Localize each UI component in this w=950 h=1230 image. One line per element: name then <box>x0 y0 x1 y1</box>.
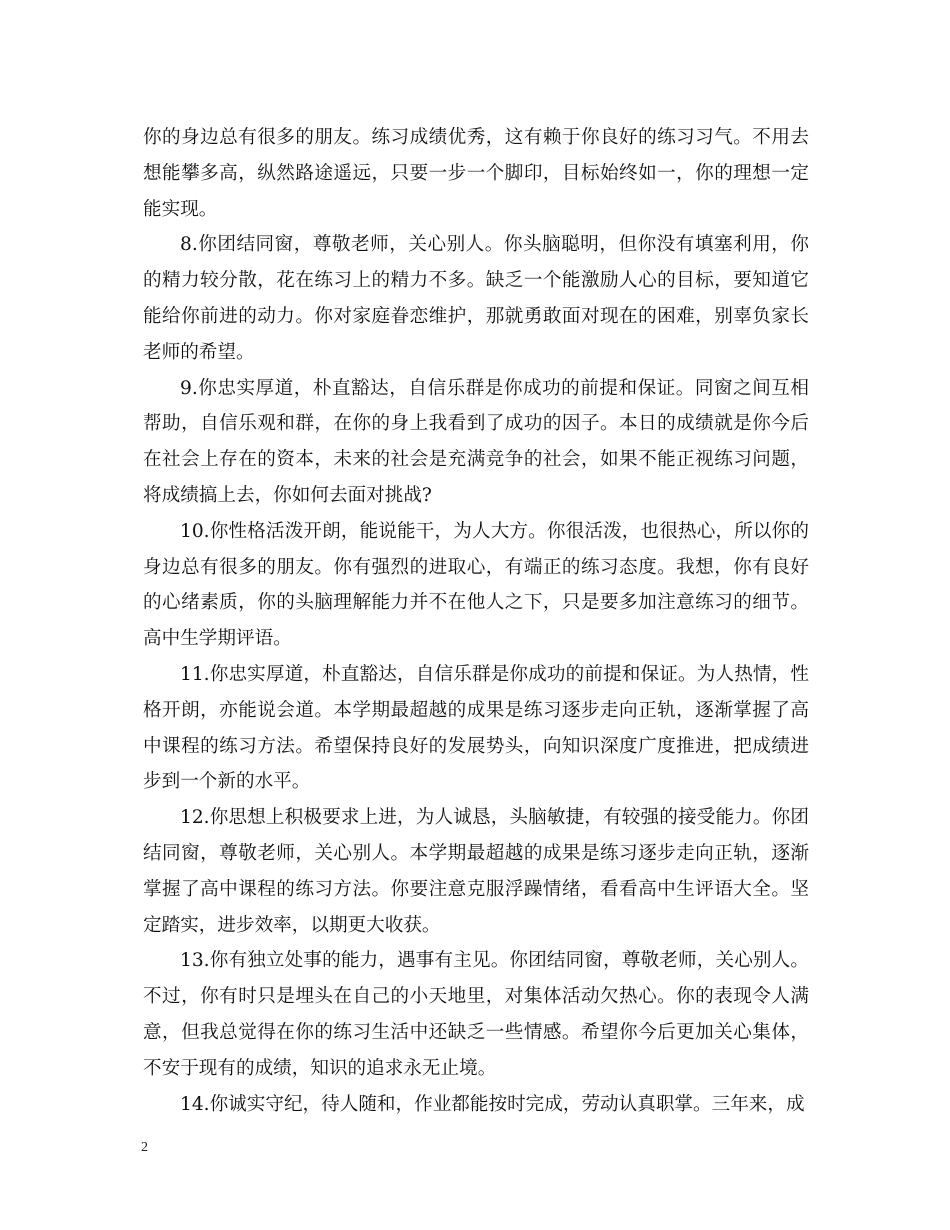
paragraph-comment-8: 8.你团结同窗，尊敬老师，关心别人。你头脑聪明，但你没有填塞利用，你的精力较分散，花在练习上的精力不多。缺乏一个能激励人心的目标，要知道它能给你前进的动力。你对家庭眷恋维护，那就勇敢面对现在的困难，别辜负家长老师的希望。 <box>143 234 809 363</box>
paragraph-comment-14: 14.你诚实守纪，待人随和，作业都能按时完成，劳动认真职掌。三年来，成 <box>180 1093 805 1115</box>
paragraph-continuation: 你的身边总有很多的朋友。练习成绩优秀，这有赖于你良好的练习习气。不用去想能攀多高，纵然路途遥远，只要一步一个脚印，目标始终如一，你的理想一定能实现。 <box>143 127 809 220</box>
paragraph-comment-11: 11.你忠实厚道，朴直豁达，自信乐群是你成功的前提和保证。为人热情，性格开朗，亦能说会道。本学期最超越的成果是练习逐步走向正轨，逐渐掌握了高中课程的练习方法。希望保持良好的发展势头，向知识深度广度推进，把成绩进步到一个新的水平。 <box>143 663 809 793</box>
document-body <box>143 120 809 1122</box>
paragraph-comment-12: 12.你思想上积极要求上进，为人诚恳，头脑敏捷，有较强的接受能力。你团结同窗，尊敬老师，关心别人。本学期最超越的成果是练习逐步走向正轨，逐渐掌握了高中课程的练习方法。你要注意克服浮躁情绪，看看高中生评语大全。坚定踏实，进步效率，以期更大收获。 <box>143 807 809 936</box>
page-number: 2 <box>141 1140 148 1155</box>
paragraph-comment-10: 10.你性格活泼开朗，能说能干，为人大方。你很活泼，也很热心，所以你的身边总有很多的朋友。你有强烈的进取心，有端正的练习态度。我想，你有良好的心绪素质，你的头脑理解能力并不在他人之下，只是要多加注意练习的细节。高中生学期评语。 <box>143 520 809 650</box>
paragraph-comment-13: 13.你有独立处事的能力，遇事有主见。你团结同窗，尊敬老师，关心别人。不过，你有时只是埋头在自己的小天地里，对集体活动欠热心。你的表现令人满意，但我总觉得在你的练习生活中还缺乏一些情感。希望你今后更加关心集体，不安于现有的成绩，知识的追求永无止境。 <box>143 950 809 1079</box>
paragraph-comment-9: 9.你忠实厚道，朴直豁达，自信乐群是你成功的前提和保证。同窗之间互相帮助，自信乐观和群，在你的身上我看到了成功的因子。本日的成绩就是你今后在社会上存在的资本，未来的社会是充满竞争的社会，如果不能正视练习问题，将成绩搞上去，你如何去面对挑战? <box>143 377 809 506</box>
